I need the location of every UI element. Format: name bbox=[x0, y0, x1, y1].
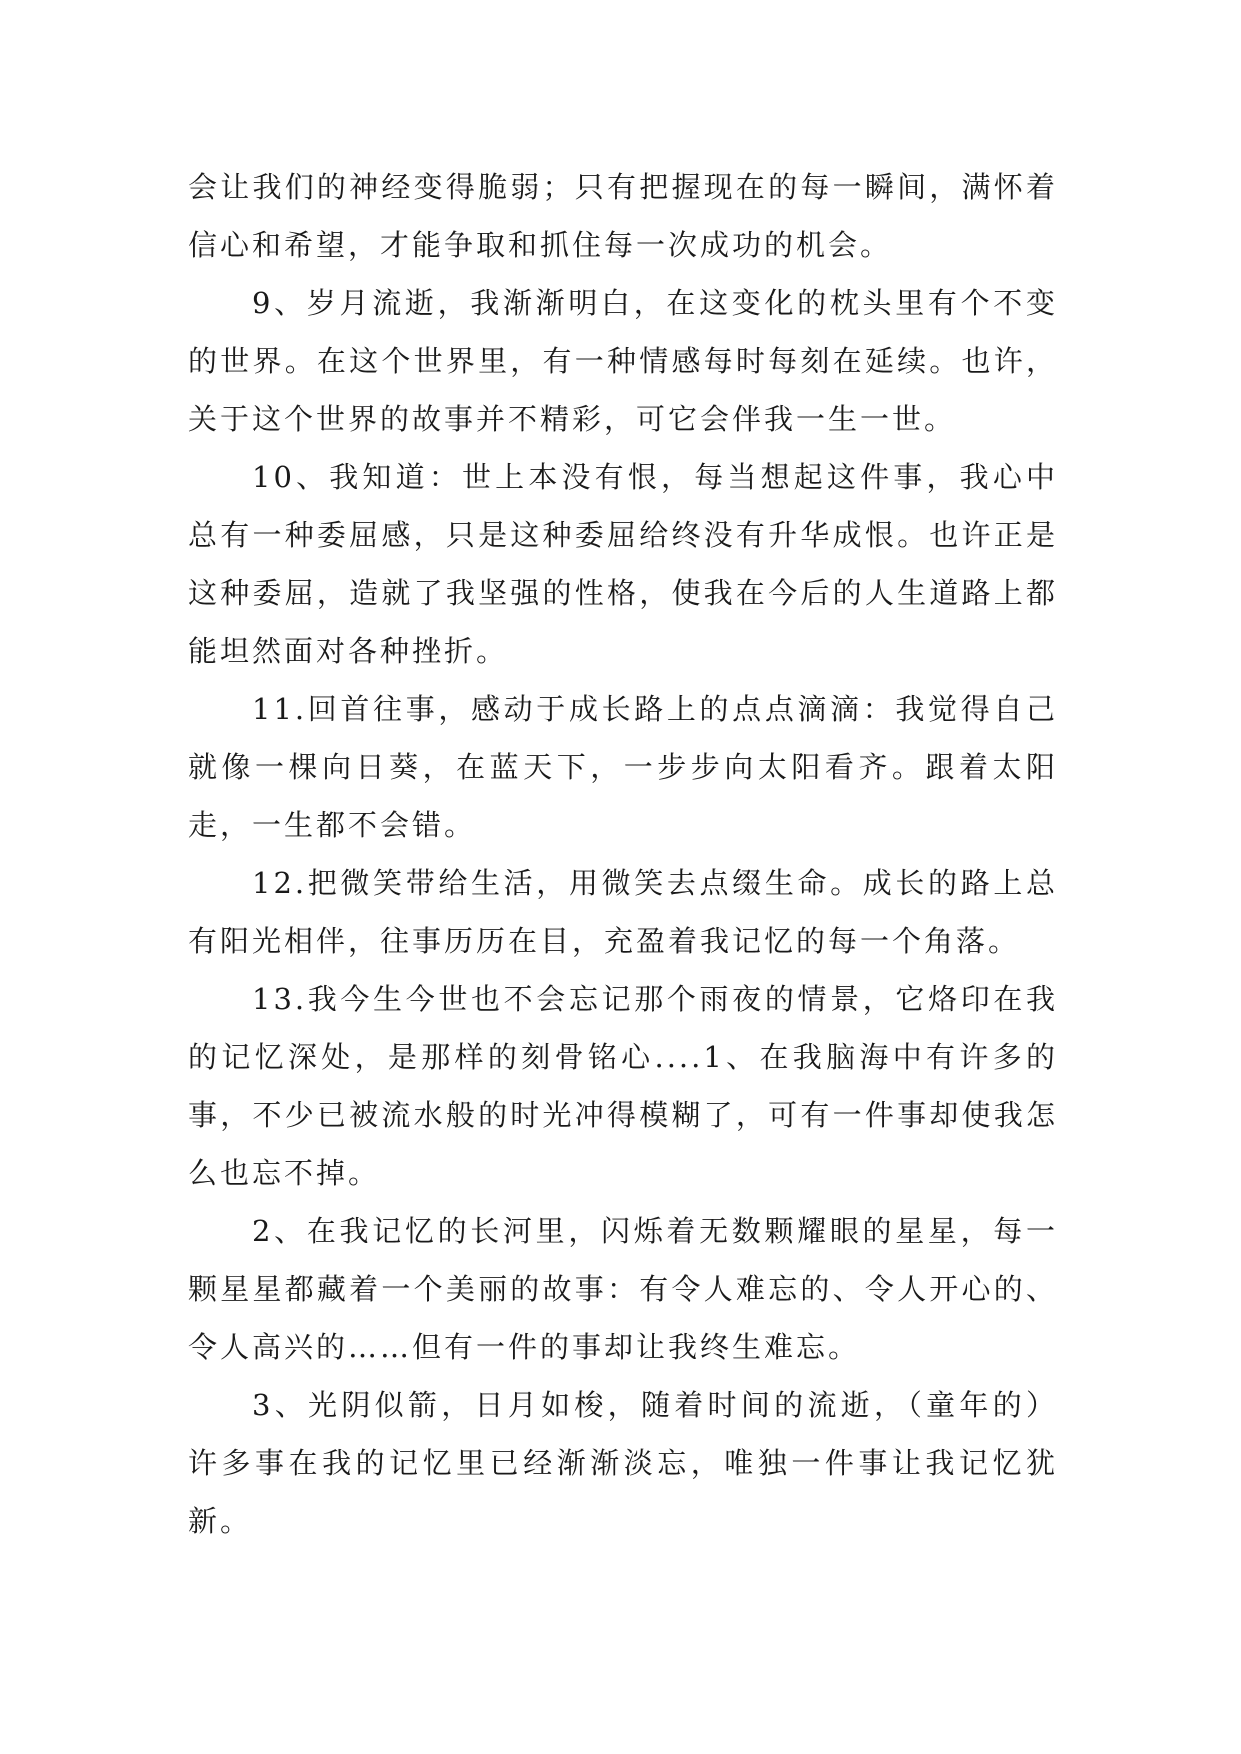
paragraph-continuation: 会让我们的神经变得脆弱；只有把握现在的每一瞬间，满怀着信心和希望，才能争取和抓住每一次成功的机会。 bbox=[188, 170, 1058, 262]
document-body bbox=[188, 158, 1058, 1550]
paragraph-item-11: 11.回首往事，感动于成长路上的点点滴滴：我觉得自己就像一棵向日葵，在蓝天下，一步步向太阳看齐。跟着太阳走，一生都不会错。 bbox=[188, 692, 1058, 842]
paragraph-item-10: 10、我知道：世上本没有恨，每当想起这件事，我心中总有一种委屈感，只是这种委屈给终没有升华成恨。也许正是这种委屈，造就了我坚强的性格，使我在今后的人生道路上都能坦然面对各种挫折。 bbox=[188, 460, 1058, 668]
paragraph-item-2: 2、在我记忆的长河里，闪烁着无数颗耀眼的星星，每一颗星星都藏着一个美丽的故事：有令人难忘的、令人开心的、令人高兴的……但有一件的事却让我终生难忘。 bbox=[188, 1214, 1058, 1364]
paragraph-item-13: 13.我今生今世也不会忘记那个雨夜的情景，它烙印在我的记忆深处，是那样的刻骨铭心....1、在我脑海中有许多的事，不少已被流水般的时光冲得模糊了，可有一件事却使我怎么也忘不掉。 bbox=[188, 982, 1058, 1190]
paragraph-item-12: 12.把微笑带给生活，用微笑去点缀生命。成长的路上总有阳光相伴，往事历历在目，充盈着我记忆的每一个角落。 bbox=[188, 866, 1058, 958]
paragraph-item-3: 3、光阴似箭，日月如梭，随着时间的流逝，（童年的）许多事在我的记忆里已经渐渐淡忘，唯独一件事让我记忆犹新。 bbox=[188, 1388, 1058, 1538]
paragraph-item-9: 9、岁月流逝，我渐渐明白，在这变化的枕头里有个不变的世界。在这个世界里，有一种情感每时每刻在延续。也许，关于这个世界的故事并不精彩，可它会伴我一生一世。 bbox=[188, 286, 1058, 436]
